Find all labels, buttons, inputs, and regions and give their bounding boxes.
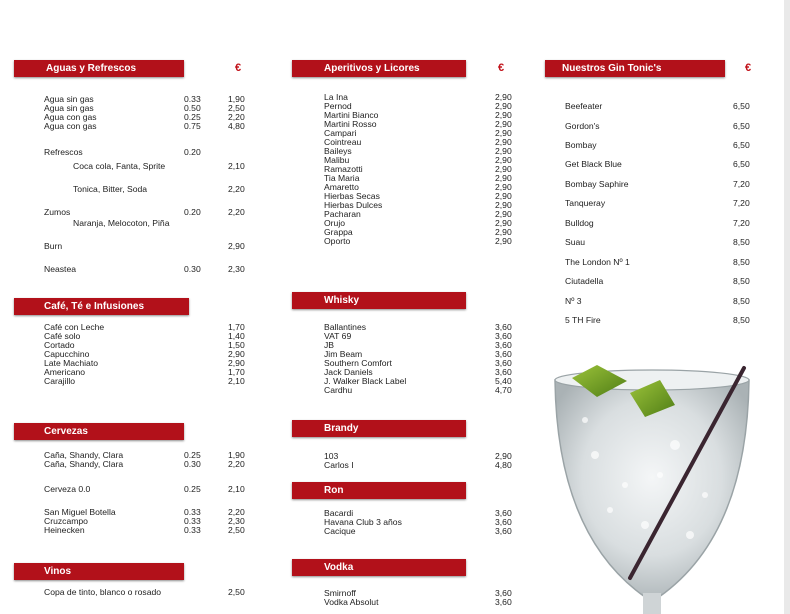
cervezas-title: Cervezas xyxy=(44,426,88,437)
ron-row: Cacique 3,60 xyxy=(324,526,512,536)
gin-title: Nuestros Gin Tonic's xyxy=(562,63,662,74)
aperitivos-row: Amaretto 2,90 xyxy=(324,182,512,192)
ron-row: Havana Club 3 años 3,60 xyxy=(324,517,512,527)
cafe-title: Café, Té e Infusiones xyxy=(44,301,145,312)
vodka-header xyxy=(292,559,466,576)
aperitivos-row: La Ina 2,90 xyxy=(324,92,512,102)
cafe-row: Café con Leche 1,70 xyxy=(44,322,245,332)
ron-header xyxy=(292,482,466,499)
vodka-list xyxy=(324,589,534,607)
aperitivos-row: Malibu 2,90 xyxy=(324,155,512,165)
aperitivos-row: Tia Maria 2,90 xyxy=(324,173,512,183)
vodka-row: Vodka Absolut 3,60 xyxy=(324,597,512,607)
vodka-title: Vodka xyxy=(324,562,354,573)
vinos-header xyxy=(14,563,184,580)
cafe-row: Café solo 1,40 xyxy=(44,331,245,341)
whisky-row: Jack Daniels 3,60 xyxy=(324,367,512,377)
aperitivos-row: Martini Bianco 2,90 xyxy=(324,110,512,120)
aperitivos-list xyxy=(324,93,534,246)
cafe-row: Capucchino 2,90 xyxy=(44,349,245,359)
whisky-row: Southern Comfort 3,60 xyxy=(324,358,512,368)
ron-row: Bacardi 3,60 xyxy=(324,508,512,518)
aguas-euro: € xyxy=(235,62,242,74)
aperitivos-row: Ramazotti 2,90 xyxy=(324,164,512,174)
aperitivos-header xyxy=(292,60,466,77)
cafe-row: Americano 1,70 xyxy=(44,367,245,377)
aperitivos-row: Hierbas Secas 2,90 xyxy=(324,191,512,201)
aperitivos-row: Oporto 2,90 xyxy=(324,236,512,246)
aguas-title: Aguas y Refrescos xyxy=(46,63,137,74)
cervezas-header xyxy=(14,423,184,440)
aperitivos-title: Aperitivos y Licores xyxy=(324,63,420,74)
whisky-row: Ballantines 3,60 xyxy=(324,322,512,332)
whisky-row: Jim Beam 3,60 xyxy=(324,349,512,359)
cafe-header xyxy=(14,298,189,315)
gin-header xyxy=(545,60,725,77)
aperitivos-euro: € xyxy=(498,62,505,74)
cafe-row: Late Machiato 2,90 xyxy=(44,358,245,368)
aperitivos-row: Martini Rosso 2,90 xyxy=(324,119,512,129)
whisky-row: VAT 69 3,60 xyxy=(324,331,512,341)
ron-list xyxy=(324,509,534,536)
vinos-title: Vinos xyxy=(44,566,72,577)
aperitivos-row: Orujo 2,90 xyxy=(324,218,512,228)
cafe-list xyxy=(44,323,284,386)
gin-euro: € xyxy=(745,62,752,74)
whisky-row: Cardhu 4,70 xyxy=(324,385,512,395)
brandy-title: Brandy xyxy=(324,423,359,434)
whisky-title: Whisky xyxy=(324,295,360,306)
whisky-row: JB 3,60 xyxy=(324,340,512,350)
aperitivos-row: Cointreau 2,90 xyxy=(324,137,512,147)
whisky-list xyxy=(324,323,534,395)
gin-tonic-glass-image xyxy=(535,335,780,614)
aperitivos-row: Campari 2,90 xyxy=(324,128,512,138)
aperitivos-row: Hierbas Dulces 2,90 xyxy=(324,200,512,210)
brandy-list xyxy=(324,452,534,470)
brandy-row: Carlos I 4,80 xyxy=(324,460,512,470)
aperitivos-row: Pernod 2,90 xyxy=(324,101,512,111)
vodka-row: Smirnoff 3,60 xyxy=(324,588,512,598)
brandy-row: 103 2,90 xyxy=(324,451,512,461)
aguas-header xyxy=(14,60,184,77)
ron-title: Ron xyxy=(324,485,344,496)
aperitivos-row: Grappa 2,90 xyxy=(324,227,512,237)
whisky-header xyxy=(292,292,466,309)
cafe-row: Carajillo 2,10 xyxy=(44,376,245,386)
aperitivos-row: Pacharan 2,90 xyxy=(324,209,512,219)
cafe-row: Cortado 1,50 xyxy=(44,340,245,350)
brandy-header xyxy=(292,420,466,437)
whisky-row: J. Walker Black Label 5,40 xyxy=(324,376,512,386)
right-edge xyxy=(784,0,790,614)
aperitivos-row: Baileys 2,90 xyxy=(324,146,512,156)
